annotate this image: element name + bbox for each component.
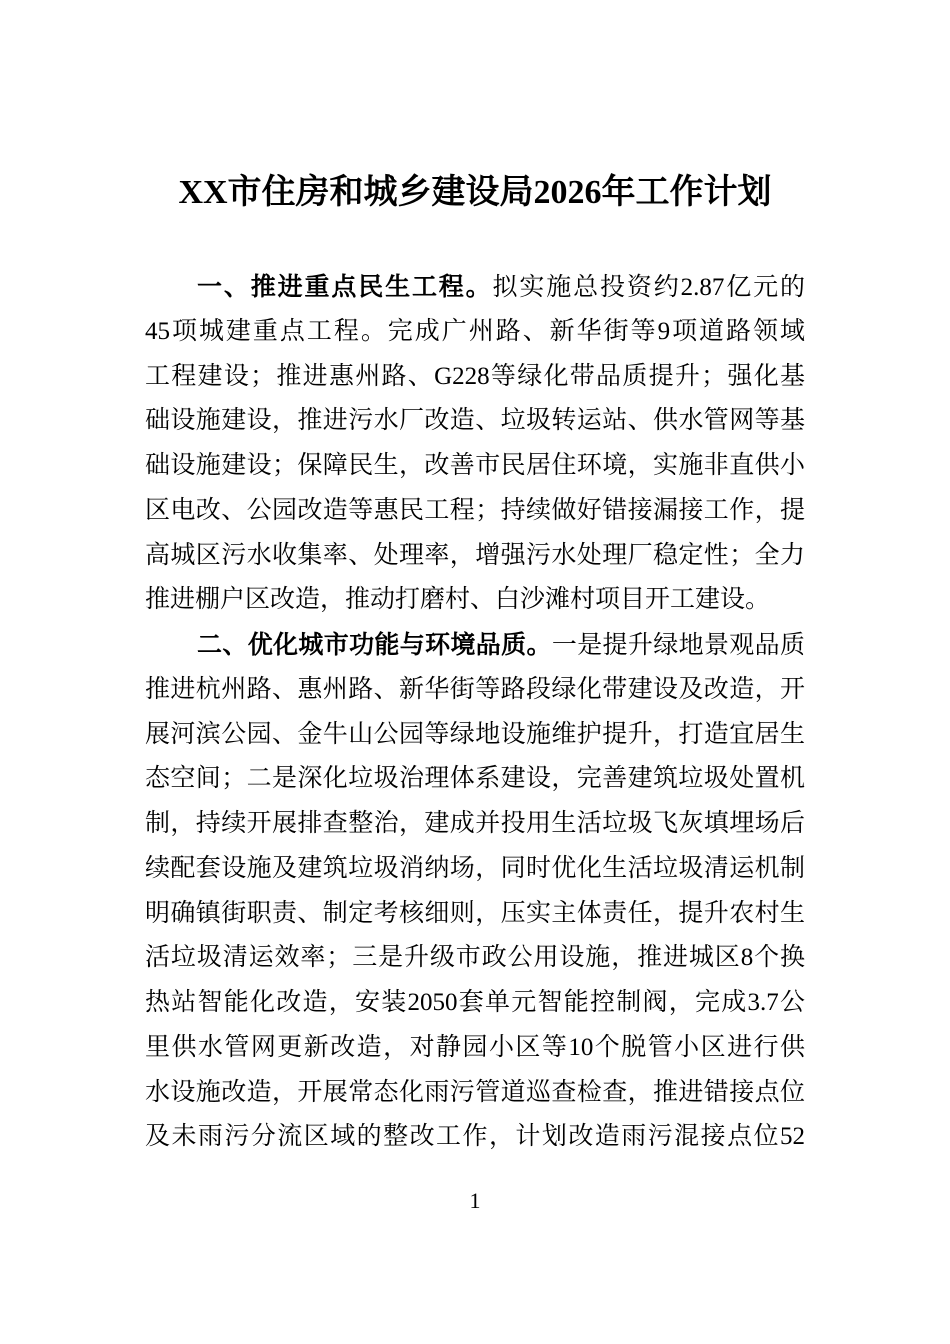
text-line: 区电改、公园改造等惠民工程；持续做好错接漏接工作，提 xyxy=(145,496,805,524)
text-span: 一是提升绿地景观品质 xyxy=(551,632,805,659)
section-heading: 二、优化城市功能与环境品质。 xyxy=(197,630,552,659)
paragraph-2 xyxy=(145,623,805,1160)
text-line: 高城区污水收集率、处理率，增强污水处理厂稳定性；全力 xyxy=(145,541,805,569)
text-line: 45项城建重点工程。完成广州路、新华街等9项道路领域 xyxy=(145,317,805,345)
document-title: XX市住房和城乡建设局2026年工作计划 xyxy=(178,174,772,211)
text-line: 推进杭州路、惠州路、新华街等路段绿化带建设及改造，开 xyxy=(145,675,805,703)
text-line: 里供水管网更新改造，对静园小区等10个脱管小区进行供 xyxy=(145,1033,805,1061)
text-line: 推进棚户区改造，推动打磨村、白沙滩村项目开工建设。 xyxy=(145,586,771,614)
text-line: 热站智能化改造，安装2050套单元智能控制阀，完成3.7公 xyxy=(145,989,805,1016)
text-line: 及未雨污分流区域的整改工作，计划改造雨污混接点位52 xyxy=(145,1123,805,1151)
text-line: 础设施建设，推进污水厂改造、垃圾转运站、供水管网等基 xyxy=(145,407,805,435)
section-heading: 一、推进重点民生工程。 xyxy=(197,272,493,301)
page-number: 1 xyxy=(469,1188,481,1213)
text-line: 制，持续开展排查整治，建成并投用生活垃圾飞灰填埋场后 xyxy=(145,810,805,837)
document-body xyxy=(145,265,805,1160)
text-line: 工程建设；推进惠州路、G228等绿化带品质提升；强化基 xyxy=(145,362,805,390)
text-line xyxy=(145,265,805,310)
text-line: 续配套设施及建筑垃圾消纳场，同时优化生活垃圾清运机制 xyxy=(145,854,805,882)
text-line: 展河滨公园、金牛山公园等绿地设施维护提升，打造宜居生 xyxy=(145,720,805,748)
text-line: 态空间；二是深化垃圾治理体系建设，完善建筑垃圾处置机 xyxy=(145,765,805,793)
text-line xyxy=(145,623,805,668)
text-span: 拟实施总投资约2.87亿元的 xyxy=(492,274,805,301)
text-line: 水设施改造，开展常态化雨污管道巡查检查，推进错接点位 xyxy=(145,1078,805,1106)
text-line: 明确镇街职责、制定考核细则，压实主体责任，提升农村生 xyxy=(145,899,805,927)
paragraph-1 xyxy=(145,265,805,623)
text-line: 础设施建设；保障民生，改善市民居住环境，实施非直供小 xyxy=(145,452,805,479)
text-line: 活垃圾清运效率；三是升级市政公用设施，推进城区8个换 xyxy=(145,944,805,972)
